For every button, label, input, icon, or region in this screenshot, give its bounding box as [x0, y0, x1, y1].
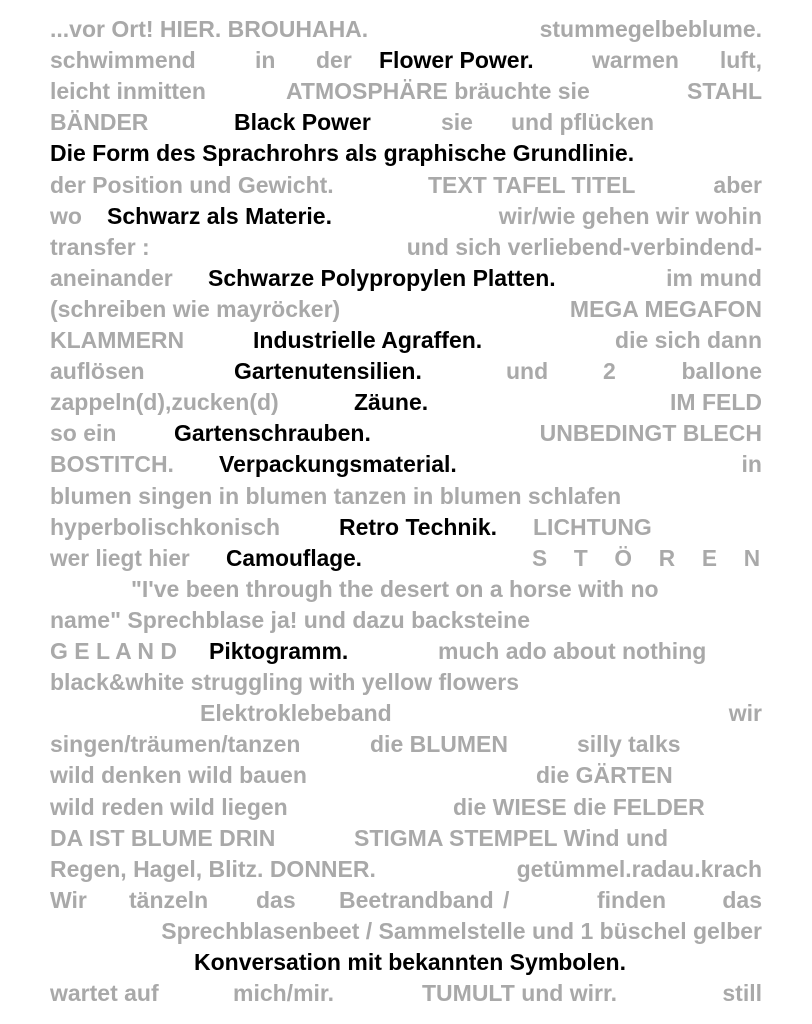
poem-text: Elektroklebeband [200, 700, 392, 727]
poem-text: aber [713, 171, 762, 198]
poem-line [0, 386, 812, 418]
poem-line [0, 573, 812, 605]
poem-line [0, 75, 812, 107]
poem-line [0, 977, 812, 1009]
highlight-phrase: Zäune. [354, 389, 429, 416]
poem-text: KLAMMERN [50, 327, 185, 353]
poem-text: DA IST BLUME DRIN [50, 824, 276, 851]
poem-text: so ein [50, 420, 117, 447]
poem-text: stummegelbeblume. [539, 16, 762, 42]
poem-text: der [316, 47, 352, 74]
poem-text: luft, [719, 47, 762, 74]
highlight-phrase: Verpackungsmaterial. [219, 451, 457, 478]
poem-text: wild reden wild liegen [50, 793, 288, 820]
poem-text: name" Sprechblase ja! und dazu backsteine [50, 606, 531, 633]
poem-text: und [506, 358, 549, 385]
poem-line [0, 324, 812, 356]
poem-text: G E L A N D [50, 638, 177, 664]
poem-text: TUMULT und wirr. [422, 980, 618, 1007]
poem-text: die WIESE die FELDER [453, 793, 705, 820]
poem-text: zappeln(d),zucken(d) [50, 389, 279, 416]
poem-text: wild denken wild bauen [50, 762, 307, 789]
poem-text: mich/mir. [233, 980, 334, 1007]
poem-line [0, 293, 812, 325]
poem-text: in [255, 47, 276, 74]
poem-line [0, 106, 812, 138]
poem-text: finden [597, 886, 666, 913]
poem-line [0, 262, 812, 294]
poem-text: transfer : [50, 233, 150, 260]
poem-text: Regen, Hagel, Blitz. DONNER. [50, 855, 376, 882]
poem-line [0, 759, 812, 791]
poem-text: das [256, 886, 296, 913]
poem-line [0, 511, 812, 543]
poem-text: sie [441, 109, 473, 136]
poem-line [0, 791, 812, 823]
poem-text: Beetrandband [339, 886, 494, 913]
highlight-phrase: Schwarze Polypropylen Platten. [208, 264, 556, 291]
poem-text: wir [728, 700, 762, 727]
poem-text: wartet auf [50, 980, 159, 1007]
poem-line [0, 44, 812, 76]
highlight-phrase: Gartenschrauben. [174, 420, 371, 447]
highlight-phrase: Industrielle Agraffen. [253, 327, 483, 353]
poem-text: / [503, 886, 510, 913]
poem-text: ...vor Ort! HIER. BROUHAHA. [50, 16, 369, 42]
highlight-phrase: Schwarz als Materie. [107, 202, 332, 229]
poem-text: wo [50, 202, 82, 229]
poem-text: tänzeln [129, 886, 209, 913]
poem-text: STIGMA STEMPEL Wind und [354, 824, 669, 851]
poem-text: im mund [666, 264, 762, 291]
poem-text: STAHL [687, 78, 762, 105]
poem-text: der Position und Gewicht. [50, 171, 334, 198]
poem-text: wer liegt hier [50, 544, 190, 571]
poem-text: blumen singen in blumen tanzen in blumen schlafen [50, 482, 622, 509]
poem-text: und sich verliebend-verbindend- [406, 233, 762, 260]
poem-line [0, 542, 812, 574]
poem-line [0, 13, 812, 45]
poem-line [0, 822, 812, 854]
poem-line [0, 697, 812, 729]
poem-text: wir/wie gehen wir wohin [498, 202, 762, 229]
poem-line [0, 169, 812, 201]
poem-line [0, 915, 812, 947]
poem-text: black&white struggling with yellow flowers [50, 669, 520, 696]
poem-text: Wir [50, 886, 87, 913]
poem-text: und pflücken [511, 109, 655, 136]
poem-text: die GÄRTEN [536, 762, 673, 789]
poem-text: 2 [603, 358, 616, 385]
highlight-phrase: Die Form des Sprachrohrs als graphische Grundlinie. [50, 140, 635, 167]
poem-text: LICHTUNG [533, 513, 652, 540]
poem-text: silly talks [577, 731, 681, 758]
highlight-phrase: Camouflage. [226, 544, 362, 571]
highlight-phrase: Flower Power. [379, 47, 534, 74]
poem-line [0, 231, 812, 263]
poem-text: in [741, 451, 762, 478]
poem-text: ATMOSPHÄRE bräuchte sie [286, 78, 590, 105]
poem-text: much ado about nothing [438, 638, 707, 664]
poem-text: das [722, 886, 762, 913]
poem-line [0, 137, 812, 169]
poem-line [0, 884, 812, 916]
poem-text: still [722, 980, 762, 1007]
poem-line [0, 604, 812, 636]
poem-text: Sprechblasenbeet / Sammelstelle und 1 büschel gelber [161, 917, 762, 944]
poem-line [0, 853, 812, 885]
highlight-phrase: Konversation mit bekannten Symbolen. [194, 949, 626, 975]
poem-text: auflösen [50, 358, 145, 385]
poem-text: hyperbolischkonisch [50, 513, 281, 540]
highlight-phrase: Retro Technik. [339, 513, 498, 540]
poem-text: schwimmend [50, 47, 196, 74]
poem-line [0, 480, 812, 512]
poem-line [0, 635, 812, 667]
poem-line [0, 666, 812, 698]
poem-text: MEGA MEGAFON [569, 295, 762, 322]
poem-text: ballone [681, 358, 762, 385]
poem-text: aneinander [50, 264, 173, 291]
poem-text: getümmel.radau.krach [516, 855, 762, 882]
poem-text: BOSTITCH. [50, 451, 174, 478]
poem-text: BÄNDER [50, 109, 149, 136]
poem-text: singen/träumen/tanzen [50, 731, 301, 758]
poem-line [0, 946, 812, 978]
poem-text: TEXT TAFEL TITEL [428, 171, 636, 198]
poem-line [0, 417, 812, 449]
poem-text: die BLUMEN [370, 731, 508, 758]
poem-text: "I've been through the desert on a horse with no [131, 575, 659, 602]
poem-text: IM FELD [670, 389, 762, 416]
highlight-phrase: Piktogramm. [209, 638, 349, 664]
poem-text: UNBEDINGT BLECH [539, 420, 762, 447]
poem-line [0, 355, 812, 387]
poem-line [0, 728, 812, 760]
poem-text: die sich dann [615, 327, 762, 353]
highlight-phrase: Black Power [234, 109, 371, 136]
poem-text: warmen [592, 47, 679, 74]
poem-text: leicht inmitten [50, 78, 206, 105]
poem-text: S T Ö R E N [532, 544, 771, 571]
poem-line [0, 448, 812, 480]
poem-line [0, 200, 812, 232]
poem-text: (schreiben wie mayröcker) [50, 295, 341, 322]
highlight-phrase: Gartenutensilien. [234, 358, 422, 385]
